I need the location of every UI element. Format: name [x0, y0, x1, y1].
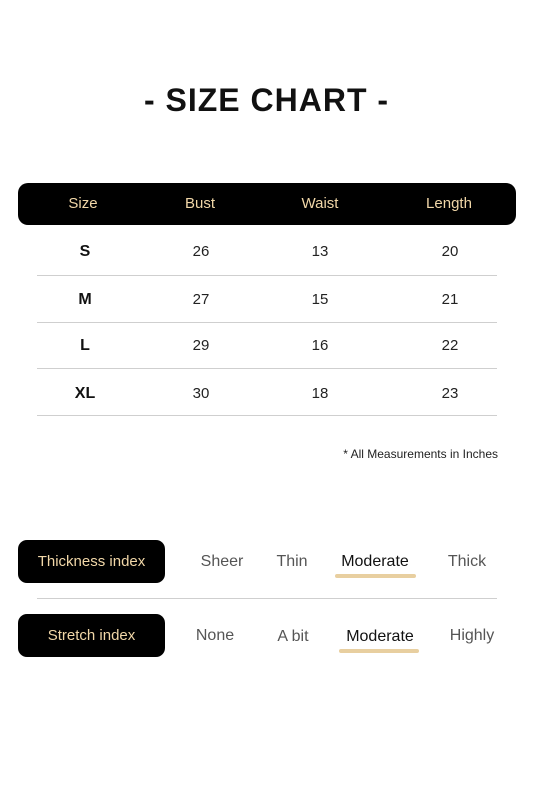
- table-row: [37, 323, 497, 369]
- length-cell: 20: [441, 243, 459, 260]
- table-row: [37, 229, 497, 275]
- waist-cell: 13: [311, 243, 329, 260]
- length-cell: 21: [441, 291, 459, 308]
- size-cell: S: [79, 243, 91, 260]
- table-row: [37, 277, 497, 323]
- length-cell: 22: [441, 337, 459, 354]
- table-header: [18, 183, 516, 225]
- size-cell: XL: [74, 385, 96, 402]
- measurement-note: * All Measurements in Inches: [343, 447, 498, 461]
- bust-cell: 29: [192, 337, 210, 354]
- size-cell: M: [78, 291, 92, 308]
- page-title: - SIZE CHART -: [143, 82, 390, 118]
- waist-cell: 15: [311, 291, 329, 308]
- row-divider: [37, 368, 497, 369]
- stretch-selected-underline: [339, 649, 419, 653]
- waist-cell: 16: [311, 337, 329, 354]
- stretch-index-label: Stretch index: [18, 614, 165, 657]
- thickness-option-thin: Thin: [276, 553, 308, 570]
- section-divider: [37, 598, 497, 599]
- row-divider: [37, 415, 497, 416]
- thickness-option-thick: Thick: [447, 553, 487, 570]
- header-waist: Waist: [301, 195, 339, 212]
- bust-cell: 26: [192, 243, 210, 260]
- stretch-option-none: None: [195, 627, 235, 644]
- thickness-selected-underline: [335, 574, 416, 578]
- bust-cell: 27: [192, 291, 210, 308]
- thickness-option-sheer: Sheer: [200, 553, 244, 570]
- header-size: Size: [68, 195, 98, 212]
- thickness-option-moderate: Moderate: [341, 553, 409, 570]
- table-row: [37, 371, 497, 417]
- stretch-option-moderate: Moderate: [346, 628, 414, 645]
- thickness-index-label: Thickness index: [18, 540, 165, 583]
- header-length: Length: [426, 195, 472, 212]
- stretch-option-a-bit: A bit: [277, 628, 309, 645]
- length-cell: 23: [441, 385, 459, 402]
- waist-cell: 18: [311, 385, 329, 402]
- header-bust: Bust: [184, 195, 215, 212]
- bust-cell: 30: [192, 385, 210, 402]
- row-divider: [37, 275, 497, 276]
- size-cell: L: [80, 337, 90, 354]
- stretch-option-highly: Highly: [449, 627, 495, 644]
